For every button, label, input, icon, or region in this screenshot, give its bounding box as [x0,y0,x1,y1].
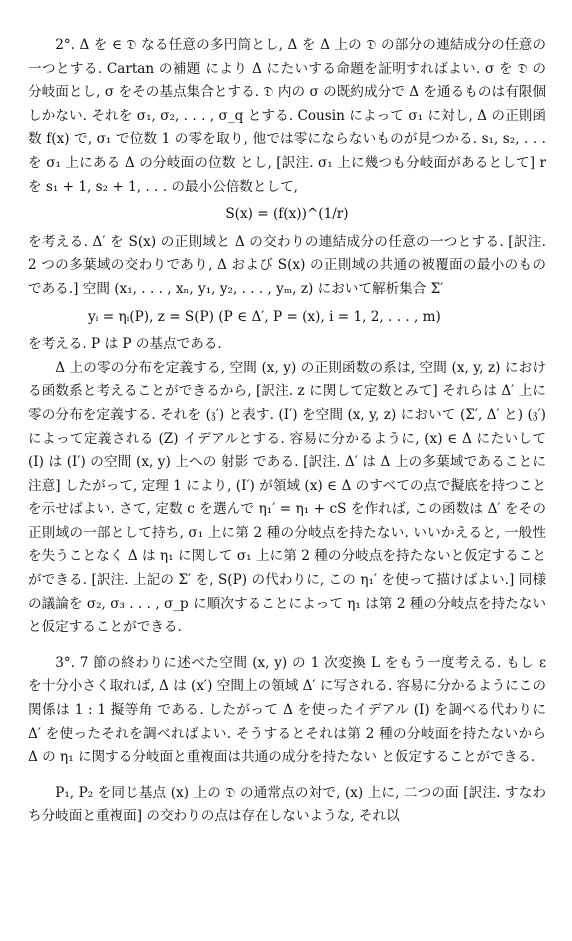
section-2-paragraph-1: 2°. Δ を ∈ 𝔇 なる任意の多円筒とし, Δ を Δ 上の 𝔇 の部分の連結成分の任意の一つとする. Cartan の補題 により Δ にたいする命題を証明すればよい. σ を 𝔇 の分岐面とし, σ をその基点集合とする. 𝔇 内の σ の既約成分で Δ を通るものは有限個しかない. それを σ₁, σ₂, . . . , σ_q とする. Cousin によって σ₁ に対し, Δ の正則函数 f(x) で, σ₁ で位数 1 の零を取り, 他では零にならないものが見つかる. s₁, s₂, . . . を σ₁ 上にある Δ の分岐面の位数 とし, [訳注. σ₁ 上に幾つも分岐面があるとして] r を s₁ + 1, s₂ + 1, . . . の最小公倍数として, [28,37,546,195]
equation-s-of-x: S(x) = (f(x))^(1/r) [225,206,349,223]
section-2-paragraph-2: を考える. Δ′ を S(x) の正則域と Δ の交わりの連結成分の任意の一つとする. [訳注. 2 つの多葉域の交わりであり, Δ および S(x) の正則域の共通の被覆面の最小のものである.] 空間 (x₁, . . . , xₙ, y₁, y₂, . . . , yₘ, z) において解析集合 Σ′ [28,233,546,297]
section-2-paragraph-4: Δ 上の零の分布を定義する, 空間 (x, y) の正則函数の系は, 空間 (x, y, z) における函数系と考えることができるから, [訳注. z に関して定数とみて] それらは Δ′ 上に零の分布を定義する. それを (𝔷′) と表す. (I′) を空間 (x, y, z) において (Σ′, Δ′ と) (𝔷′) によって定義される (Z) イデアルとする. 容易に分かるように, (x) ∈ Δ にたいして (I) は (I′) の空間 (x, y) 上への 射影 である. [訳注. Δ′ は Δ 上の多葉域であることに注意] したがって, 定理 1 により, (I′) が領域 (x) ∈ Δ のすべての点で擬底を持つことを示せばよい. さて, 定数 c を選んで η₁′ = η₁ + cS を作れば, この函数は Δ′ をその正則域の一部として持ち, σ₁ 上に第 2 種の分岐点を持たない. いいかえると, 一般性を失うことなく Δ は η₁ に関して σ₁ 上に第 2 種の分岐点を持たないと仮定することができる. [訳注. 上記の Σ′ を, S(P) の代わりに, この η₁′ を使って描けばよい.] 同様の議論を σ₂, σ₃ . . . , σ_p に順次することによって η₁ は第 2 種の分岐点を持たないと仮定することができる. [28,359,546,636]
section-3-paragraph-2: P₁, P₂ を同じ基点 (x) 上の 𝔇 の通常点の対で, (x) 上に, 二つの面 [訳注. すなわち分岐面と重複面] の交わりの点は存在しないような, それ以 [28,784,546,825]
section-3-paragraph-1: 3°. 7 節の終わりに述べた空間 (x, y) の 1 次変換 L をもう一度考える. もし ε を十分小さく取れば, Δ は (x′) 空間上の領域 Δ′ に写される. 容易に分かるようにこの関係は 1 : 1 擬等角 である. したがって Δ を使ったイデアル (I) を調べる代わりに Δ′ を使ったそれを調べればよい. そうするとそれは第 2 種の分岐面を持たないから Δ の η₁ に関する分岐面と重複面は共通の成分を持たない と仮定することができる. [28,654,546,766]
equation-analytic-set: yᵢ = ηᵢ(P), z = S(P) (P ∈ Δ′, P = (x), i = 1, 2, . . . , m) [88,308,441,325]
section-2-paragraph-3: を考える. P は P の基点である. [28,336,222,353]
